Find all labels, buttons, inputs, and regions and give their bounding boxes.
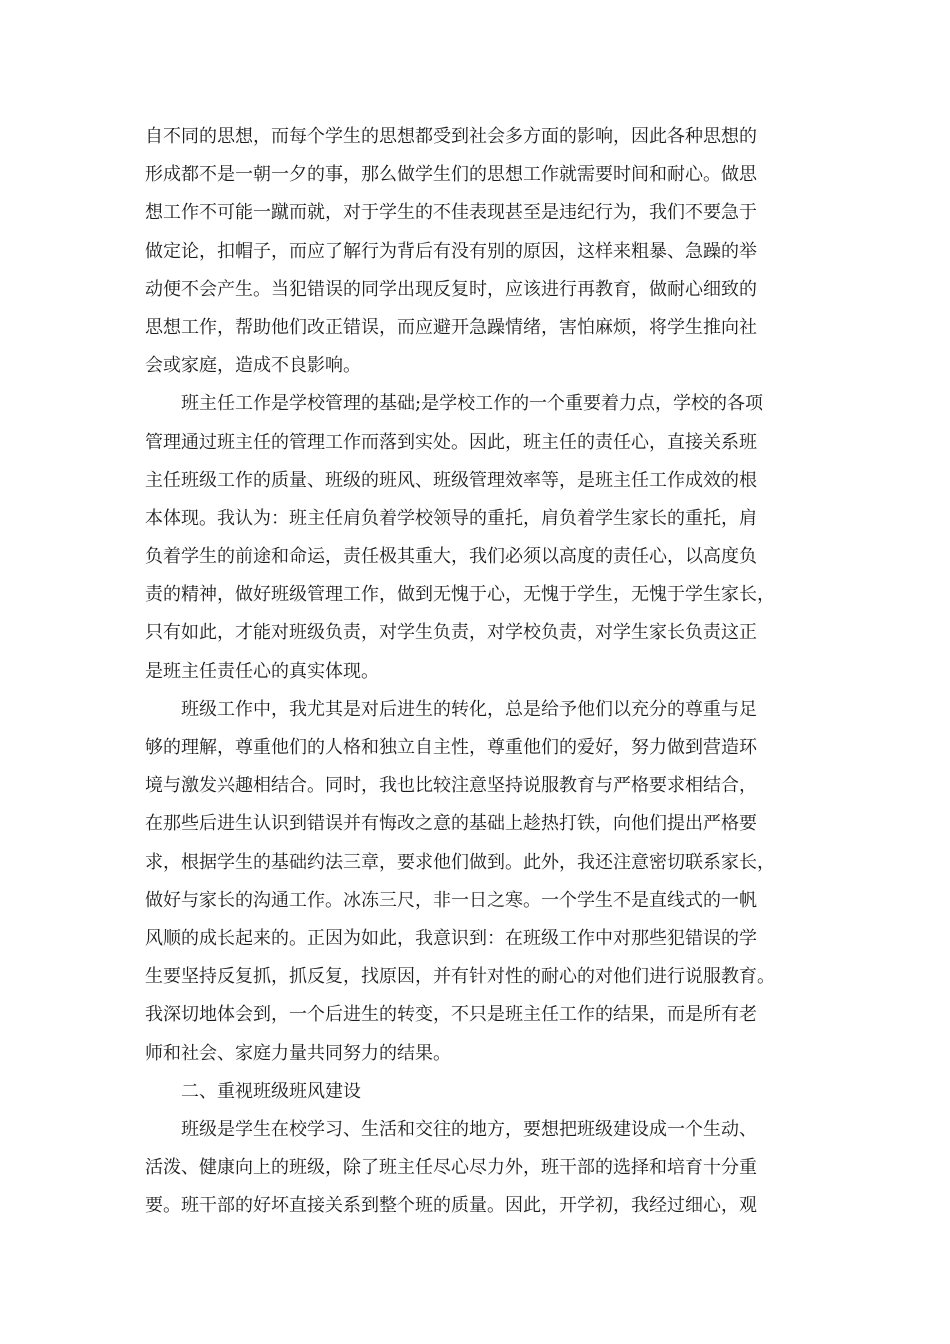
text-line: 责的精神，做好班级管理工作，做到无愧于心，无愧于学生，无愧于学生家长，: [145, 584, 775, 606]
text-line: 生要坚持反复抓，抓反复，找原因，并有针对性的耐心的对他们进行说服教育。: [145, 966, 775, 988]
text-line: 负着学生的前途和命运，责任极其重大，我们必须以高度的责任心，以高度负: [145, 546, 757, 568]
text-line: 求，根据学生的基础约法三章，要求他们做到。此外，我还注意密切联系家长，: [145, 851, 775, 873]
text-line: 要。班干部的好坏直接关系到整个班的质量。因此，开学初，我经过细心，观: [145, 1195, 757, 1217]
text-line: 想工作不可能一蹴而就，对于学生的不佳表现甚至是违纪行为，我们不要急于: [145, 202, 757, 224]
text-line: 班级工作中，我尤其是对后进生的转化，总是给予他们以充分的尊重与足: [181, 698, 757, 720]
text-line: 做好与家长的沟通工作。冰冻三尺，非一日之寒。一个学生不是直线式的一帆: [145, 889, 757, 911]
text-line: 师和社会、家庭力量共同努力的结果。: [145, 1042, 451, 1064]
text-line: 主任班级工作的质量、班级的班风、班级管理效率等，是班主任工作成效的根: [145, 469, 757, 491]
text-line: 二、重视班级班风建设: [181, 1080, 361, 1102]
text-line: 是班主任责任心的真实体现。: [145, 660, 379, 682]
text-line: 会或家庭，造成不良影响。: [145, 355, 361, 377]
text-line: 本体现。我认为：班主任肩负着学校领导的重托，肩负着学生家长的重托，肩: [145, 507, 757, 529]
text-line: 活泼、健康向上的班级，除了班主任尽心尽力外，班干部的选择和培育十分重: [145, 1157, 757, 1179]
text-line: 形成都不是一朝一夕的事，那么做学生们的思想工作就需要时间和耐心。做思: [145, 164, 757, 186]
text-line: 思想工作，帮助他们改正错误，而应避开急躁情绪，害怕麻烦，将学生推向社: [145, 316, 757, 338]
text-line: 班级是学生在校学习、生活和交往的地方，要想把班级建设成一个生动、: [181, 1118, 757, 1140]
text-line: 只有如此，才能对班级负责，对学生负责，对学校负责，对学生家长负责这正: [145, 622, 757, 644]
document-body: [145, 118, 815, 1225]
text-line: 我深切地体会到，一个后进生的转变，不只是班主任工作的结果，而是所有老: [145, 1004, 757, 1026]
text-line: 班主任工作是学校管理的基础;是学校工作的一个重要着力点，学校的各项: [181, 393, 764, 415]
text-line: 在那些后进生认识到错误并有悔改之意的基础上趁热打铁，向他们提出严格要: [145, 813, 757, 835]
text-line: 够的理解，尊重他们的人格和独立自主性，尊重他们的爱好，努力做到营造环: [145, 737, 757, 758]
text-line: 管理通过班主任的管理工作而落到实处。因此，班主任的责任心，直接关系班: [145, 431, 757, 453]
text-line: 做定论，扣帽子，而应了解行为背后有没有别的原因，这样来粗暴、急躁的举: [145, 240, 757, 262]
text-line: 自不同的思想，而每个学生的思想都受到社会多方面的影响，因此各种思想的: [145, 126, 757, 147]
text-line: 风顺的成长起来的。正因为如此，我意识到：在班级工作中对那些犯错误的学: [145, 927, 757, 949]
text-line: 动便不会产生。当犯错误的同学出现反复时，应该进行再教育，做耐心细致的: [145, 278, 757, 300]
text-line: 境与激发兴趣相结合。同时，我也比较注意坚持说服教育与严格要求相结合，: [145, 775, 757, 797]
